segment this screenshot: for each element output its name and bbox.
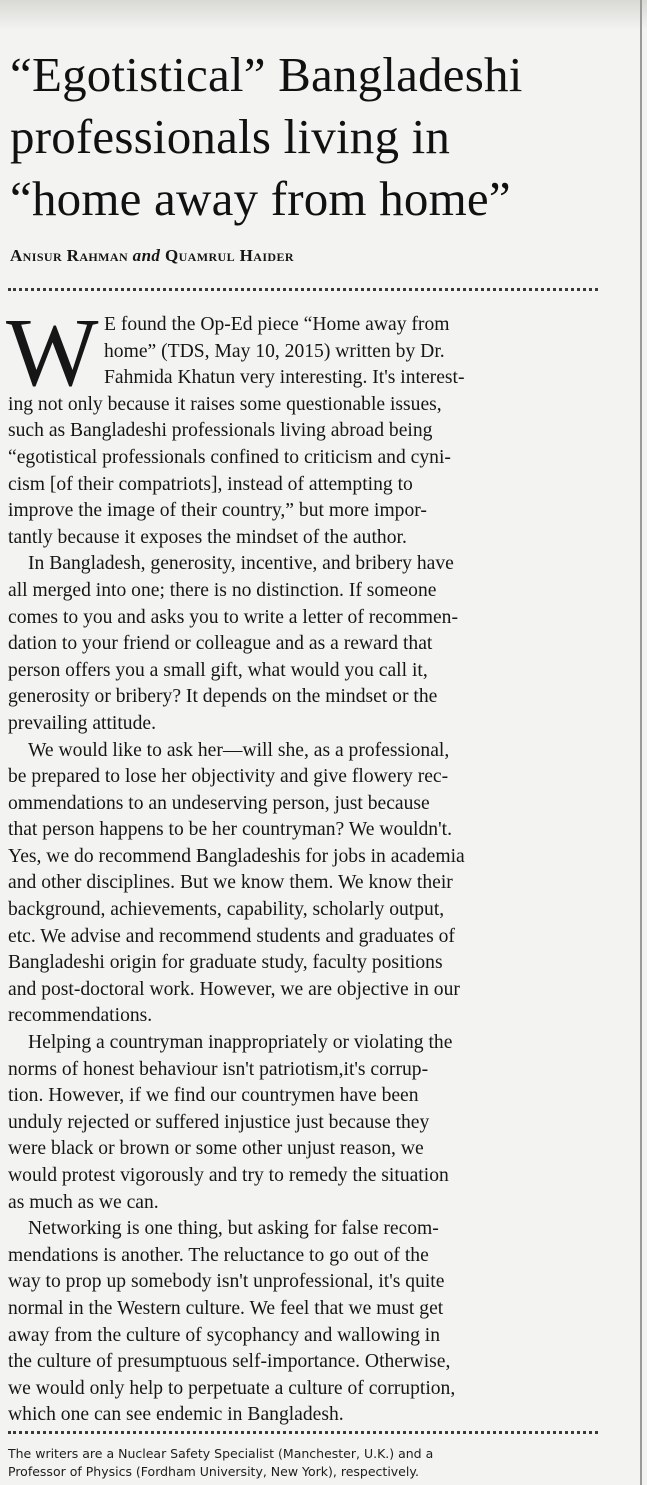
- text-line: tantly because it exposes the mindset of the author.: [8, 526, 407, 548]
- text-line: mendations is another. The reluctance to go out of the: [8, 1244, 429, 1266]
- text-line: normal in the Western culture. We feel that we must get: [8, 1297, 444, 1319]
- text-line: cism [of their compatriots], instead of attempting to: [8, 473, 413, 495]
- text-line: background, achievements, capability, scholarly output,: [8, 899, 445, 921]
- text-line: prevailing attitude.: [8, 712, 156, 734]
- text-line: Bangladeshi origin for graduate study, faculty positions: [8, 952, 443, 974]
- paragraph-4: [8, 1030, 598, 1216]
- text-line: ing not only because it raises some questionable issues,: [8, 393, 442, 415]
- text-line: we would only help to perpetuate a culture of corruption,: [8, 1377, 456, 1399]
- text-line: Fahmida Khatun very interesting. It's interest-: [104, 367, 465, 389]
- text-line: which one can see endemic in Bangladesh.: [8, 1404, 344, 1426]
- text-line: Networking is one thing, but asking for false recom-: [28, 1218, 439, 1240]
- paragraph-3: [8, 738, 598, 1031]
- scan-shadow: [0, 0, 647, 30]
- text-line: recommendations.: [8, 1005, 153, 1027]
- text-line: generosity or bribery? It depends on the mindset or the: [8, 686, 438, 708]
- footer-line: The writers are a Nuclear Safety Specialist (Manchester, U.K.) and a: [8, 1446, 434, 1461]
- text-line: Yes, we do recommend Bangladeshis for jobs in academia: [8, 845, 465, 867]
- text-line: such as Bangladeshi professionals living abroad being: [8, 420, 433, 442]
- footer-line: Professor of Physics (Fordham University, New York), respectively.: [8, 1464, 419, 1479]
- text-line: ommendations to an undeserving person, just because: [8, 792, 430, 814]
- text-line: Helping a countryman inappropriately or violating the: [28, 1032, 453, 1054]
- text-line: way to prop up somebody isn't unprofessional, it's quite: [8, 1271, 445, 1293]
- column-rule: [640, 0, 642, 1485]
- text-line: the culture of presumptuous self-importance. Otherwise,: [8, 1351, 451, 1373]
- text-line: were black or brown or some other unjust reason, we: [8, 1138, 424, 1160]
- text-line: We would like to ask her—will she, as a professional,: [28, 739, 450, 761]
- text-line: unduly rejected or suffered injustice just because they: [8, 1111, 430, 1133]
- byline: [10, 246, 294, 266]
- drop-cap: W: [6, 299, 99, 407]
- headline-line: “Egotistical” Bangladeshi: [10, 47, 523, 102]
- dotted-divider: [8, 1431, 598, 1434]
- headline-line: professionals living in: [10, 109, 451, 164]
- paragraph-2: [8, 551, 598, 737]
- paragraph-5: [8, 1216, 598, 1429]
- text-line: away from the culture of sycophancy and wallowing in: [8, 1324, 441, 1346]
- text-line: person offers you a small gift, what would you call it,: [8, 659, 428, 681]
- text-line: as much as we can.: [8, 1191, 159, 1213]
- text-line: tion. However, if we find our countrymen have been: [8, 1085, 419, 1107]
- author-name: Anisur Rahman: [10, 246, 129, 265]
- text-line: In Bangladesh, generosity, incentive, and bribery have: [28, 553, 454, 575]
- text-line: all merged into one; there is no distinction. If someone: [8, 579, 437, 601]
- text-line: be prepared to lose her objectivity and give flowery rec-: [8, 766, 449, 788]
- text-line: that person happens to be her countryman? We wouldn't.: [8, 819, 452, 841]
- author-name: Quamrul Haider: [164, 246, 294, 265]
- text-line: would protest vigorously and try to remedy the situation: [8, 1165, 449, 1187]
- text-line: improve the image of their country,” but more impor-: [8, 500, 427, 522]
- byline-conjunction: and: [132, 246, 161, 265]
- text-line: comes to you and asks you to write a letter of recommen-: [8, 606, 458, 628]
- article-headline: [10, 44, 630, 230]
- text-line: “egotistical professionals confined to criticism and cyni-: [8, 446, 451, 468]
- text-line: norms of honest behaviour isn't patriotism,it's corrup-: [8, 1058, 429, 1080]
- text-line: and other disciplines. But we know them. We know their: [8, 872, 453, 894]
- text-line: and post-doctoral work. However, we are objective in our: [8, 978, 460, 1000]
- headline-line: “home away from home”: [10, 171, 511, 226]
- paragraph-1: [8, 392, 598, 552]
- text-line: E found the Op-Ed piece “Home away from: [104, 314, 450, 335]
- author-note: [8, 1445, 608, 1481]
- text-line: dation to your friend or colleague and as a reward that: [8, 633, 433, 655]
- text-line: home” (TDS, May 10, 2015) written by Dr.: [104, 340, 445, 362]
- text-line: etc. We advise and recommend students and graduates of: [8, 925, 455, 947]
- dotted-divider: [8, 288, 598, 291]
- article-body: [6, 299, 598, 1429]
